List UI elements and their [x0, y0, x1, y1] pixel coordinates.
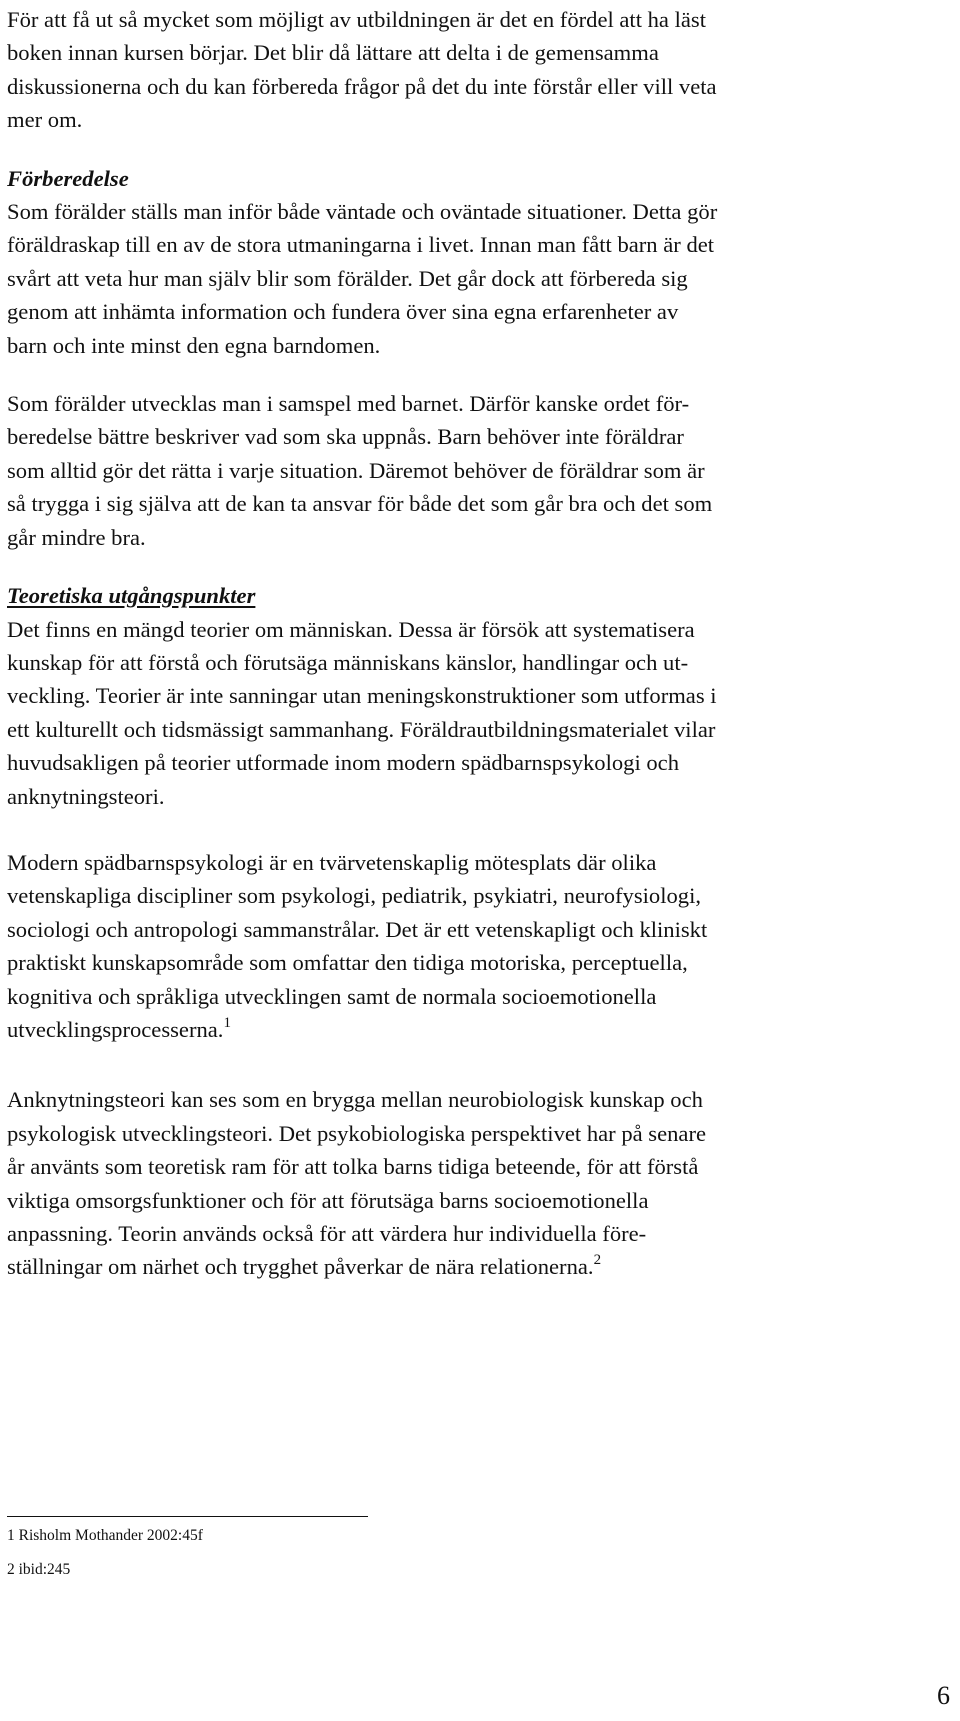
paragraph — [7, 1083, 952, 1287]
text-line: praktiskt kunskapsområde som omfattar den tidiga motoriska, perceptuella, — [7, 950, 688, 976]
spacer — [7, 813, 952, 846]
text-line: ett kulturellt och tidsmässigt sammanhang. Föräldrautbildningsmaterialet vilar — [7, 716, 716, 742]
text-line: Det finns en mängd teorier om människan. Dessa är försök att systematisera — [7, 616, 695, 642]
footnote: 2 ibid:245 — [7, 1561, 71, 1578]
page-number: 6 — [937, 1681, 950, 1710]
text-line: vetenskapliga discipliner som psykologi, pediatrik, psykiatri, neurofysiologi, — [7, 883, 702, 909]
text-line: genom att inhämta information och fundera över sina egna erfarenheter av — [7, 299, 679, 325]
text-line: viktiga omsorgsfunktioner och för att förutsäga barns socioemotionella — [7, 1187, 649, 1213]
paragraph — [7, 846, 952, 1050]
spacer — [7, 554, 952, 579]
text-line: sociologi och antropologi sammanstrålar. Det är ett vetenskapligt och kliniskt — [7, 916, 708, 942]
text-line: För att få ut så mycket som möjligt av utbildningen är det en fördel att ha läst — [7, 7, 706, 32]
text-line: beredelse bättre beskriver vad som ska uppnås. Barn behöver inte föräldrar — [7, 424, 684, 450]
text-line: mer om. — [7, 107, 83, 133]
text-line: föräldraskap till en av de stora utmaningarna i livet. Innan man fått barn är det — [7, 232, 715, 258]
footnote-reference: 1 — [223, 1014, 231, 1031]
text-line: huvudsakligen på teorier utformade inom modern spädbarnspsykologi och — [7, 750, 680, 776]
text-line: anpassning. Teorin används också för att värdera hur individuella före- — [7, 1221, 647, 1246]
paragraph — [7, 387, 952, 554]
footnote: 1 Risholm Mothander 2002:45f — [7, 1527, 203, 1544]
text-line: Som förälder utvecklas man i samspel med barnet. Därför kanske ordet för- — [7, 391, 690, 417]
document-page — [7, 3, 952, 1288]
text-line — [7, 1250, 952, 1287]
text-line: som alltid gör det rätta i varje situation. Däremot behöver de föräldrar som är — [7, 457, 705, 483]
text-line: barn och inte minst den egna barndomen. — [7, 332, 381, 358]
text-line: Som förälder ställs man inför både väntade och oväntade situationer. Detta gör — [7, 199, 718, 225]
footnote-reference: 2 — [593, 1252, 602, 1269]
footnote-separator — [7, 1516, 368, 1517]
spacer — [7, 137, 952, 162]
text-line: kognitiva och språkliga utvecklingen samt de normala socioemotionella — [7, 983, 657, 1009]
text-line: Anknytningsteori kan ses som en brygga mellan neurobiologisk kunskap och — [7, 1087, 703, 1113]
text-fragment: utvecklingsprocesserna. — [7, 1016, 224, 1042]
text-line: kunskap för att förstå och förutsäga människans känslor, handlingar och ut- — [7, 649, 689, 675]
text-line: anknytningsteori. — [7, 783, 165, 809]
paragraph — [7, 195, 952, 362]
intro-paragraph — [7, 3, 952, 137]
text-line: Modern spädbarnspsykologi är en tvärvetenskaplig mötesplats där olika — [7, 849, 657, 875]
section-heading-forberedelse: Förberedelse — [7, 165, 129, 191]
spacer — [7, 362, 952, 387]
text-line: år använts som teoretisk ram för att tolka barns tidiga beteende, för att förstå — [7, 1154, 699, 1180]
text-line: så trygga i sig själva att de kan ta ansvar för både det som går bra och det som — [7, 491, 713, 517]
text-fragment: ställningar om närhet och trygghet påverkar de nära relationerna. — [7, 1254, 594, 1280]
text-line: diskussionerna och du kan förbereda frågor på det du inte förstår eller vill veta — [7, 73, 717, 99]
text-line: går mindre bra. — [7, 524, 146, 550]
section-heading-teoretiska-utgangspunkter: Teoretiska utgångspunkter — [7, 583, 256, 609]
text-line: svårt att veta hur man själv blir som förälder. Det går dock att förbereda sig — [7, 265, 688, 291]
text-line: psykologisk utvecklingsteori. Det psykobiologiska perspektivet har på senare — [7, 1120, 707, 1146]
text-line — [7, 1013, 952, 1050]
paragraph — [7, 613, 952, 813]
text-line: boken innan kursen börjar. Det blir då lättare att delta i de gemensamma — [7, 40, 659, 66]
text-line: veckling. Teorier är inte sanningar utan meningskonstruktioner som utformas i — [7, 683, 717, 709]
spacer — [7, 1050, 952, 1083]
